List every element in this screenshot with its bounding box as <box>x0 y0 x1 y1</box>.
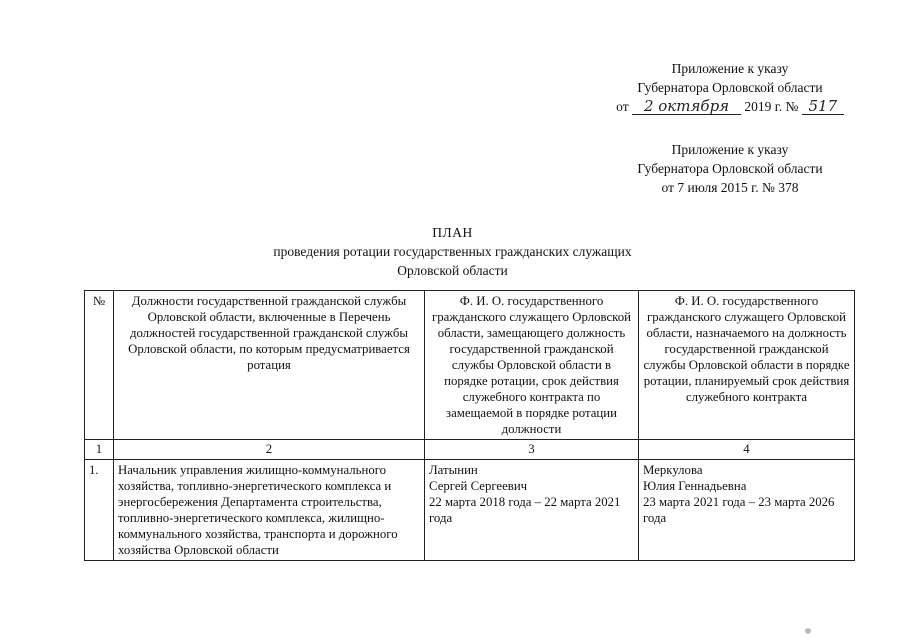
appendix-old-line1: Приложение к указу <box>671 142 789 157</box>
header-positions: Должности государственной гражданской службы Орловской области, включенные в Перечень должностей государственной гражданской службы Орловской области, по которым предусматривается ротация <box>114 291 425 440</box>
title-region: Орловской области <box>397 263 508 278</box>
table-index-row <box>85 440 855 460</box>
appendix-new-from: от <box>616 99 629 114</box>
handwritten-day: 2 октября <box>632 99 741 115</box>
appendix-new-line1: Приложение к указу <box>671 61 789 76</box>
row-current-employee <box>425 460 639 561</box>
appendix-old-line3: от 7 июля 2015 г. № 378 <box>661 180 799 195</box>
row-new-employee <box>639 460 855 561</box>
title-plan: ПЛАН <box>432 225 473 240</box>
current-term: 22 марта 2018 года – 22 марта 2021 года <box>429 495 621 525</box>
appendix-header-old <box>600 140 860 197</box>
scan-dot <box>805 628 811 634</box>
new-term: 23 марта 2021 года – 23 марта 2026 года <box>643 495 835 525</box>
current-surname: Латынин <box>429 463 478 477</box>
table-row <box>85 460 855 561</box>
header-new-employee: Ф. И. О. государственного гражданского служащего Орловской области, назначаемого на должность государственной гражданской службы Орловской области в порядке ротации, планируемый срок действия служебного контракта <box>639 291 855 440</box>
rotation-plan-table <box>84 290 855 561</box>
document-title <box>0 223 905 280</box>
new-surname: Меркулова <box>643 463 703 477</box>
header-number: № <box>85 291 114 440</box>
header-current-employee: Ф. И. О. государственного гражданского служащего Орловской области, замещающего должность государственной гражданской службы Орловской области в порядке ротации, срок действия служебного контракта по замещаемой в порядке ротации должности <box>425 291 639 440</box>
appendix-new-date-line <box>600 97 860 116</box>
appendix-new-year: 2019 г. № <box>744 99 799 114</box>
current-name: Сергей Сергеевич <box>429 479 528 493</box>
row-number: 1. <box>85 460 114 561</box>
index-cell: 3 <box>425 440 639 460</box>
handwritten-number: 517 <box>802 99 844 115</box>
title-subtitle: проведения ротации государственных гражданских служащих <box>273 244 632 259</box>
index-cell: 4 <box>639 440 855 460</box>
index-cell: 2 <box>114 440 425 460</box>
appendix-header-new <box>600 59 860 116</box>
row-position: Начальник управления жилищно-коммунального хозяйства, топливно-энергетического комплекса и энергосбережения Департамента строительства, топливно-энергетического комплекса, жилищно-коммунального хозяйства, транспорта и дорожного хозяйства Орловской области <box>114 460 425 561</box>
new-name: Юлия Геннадьевна <box>643 479 747 493</box>
appendix-new-line2: Губернатора Орловской области <box>637 80 823 95</box>
appendix-old-line2: Губернатора Орловской области <box>637 161 823 176</box>
index-cell: 1 <box>85 440 114 460</box>
table-header-row <box>85 291 855 440</box>
